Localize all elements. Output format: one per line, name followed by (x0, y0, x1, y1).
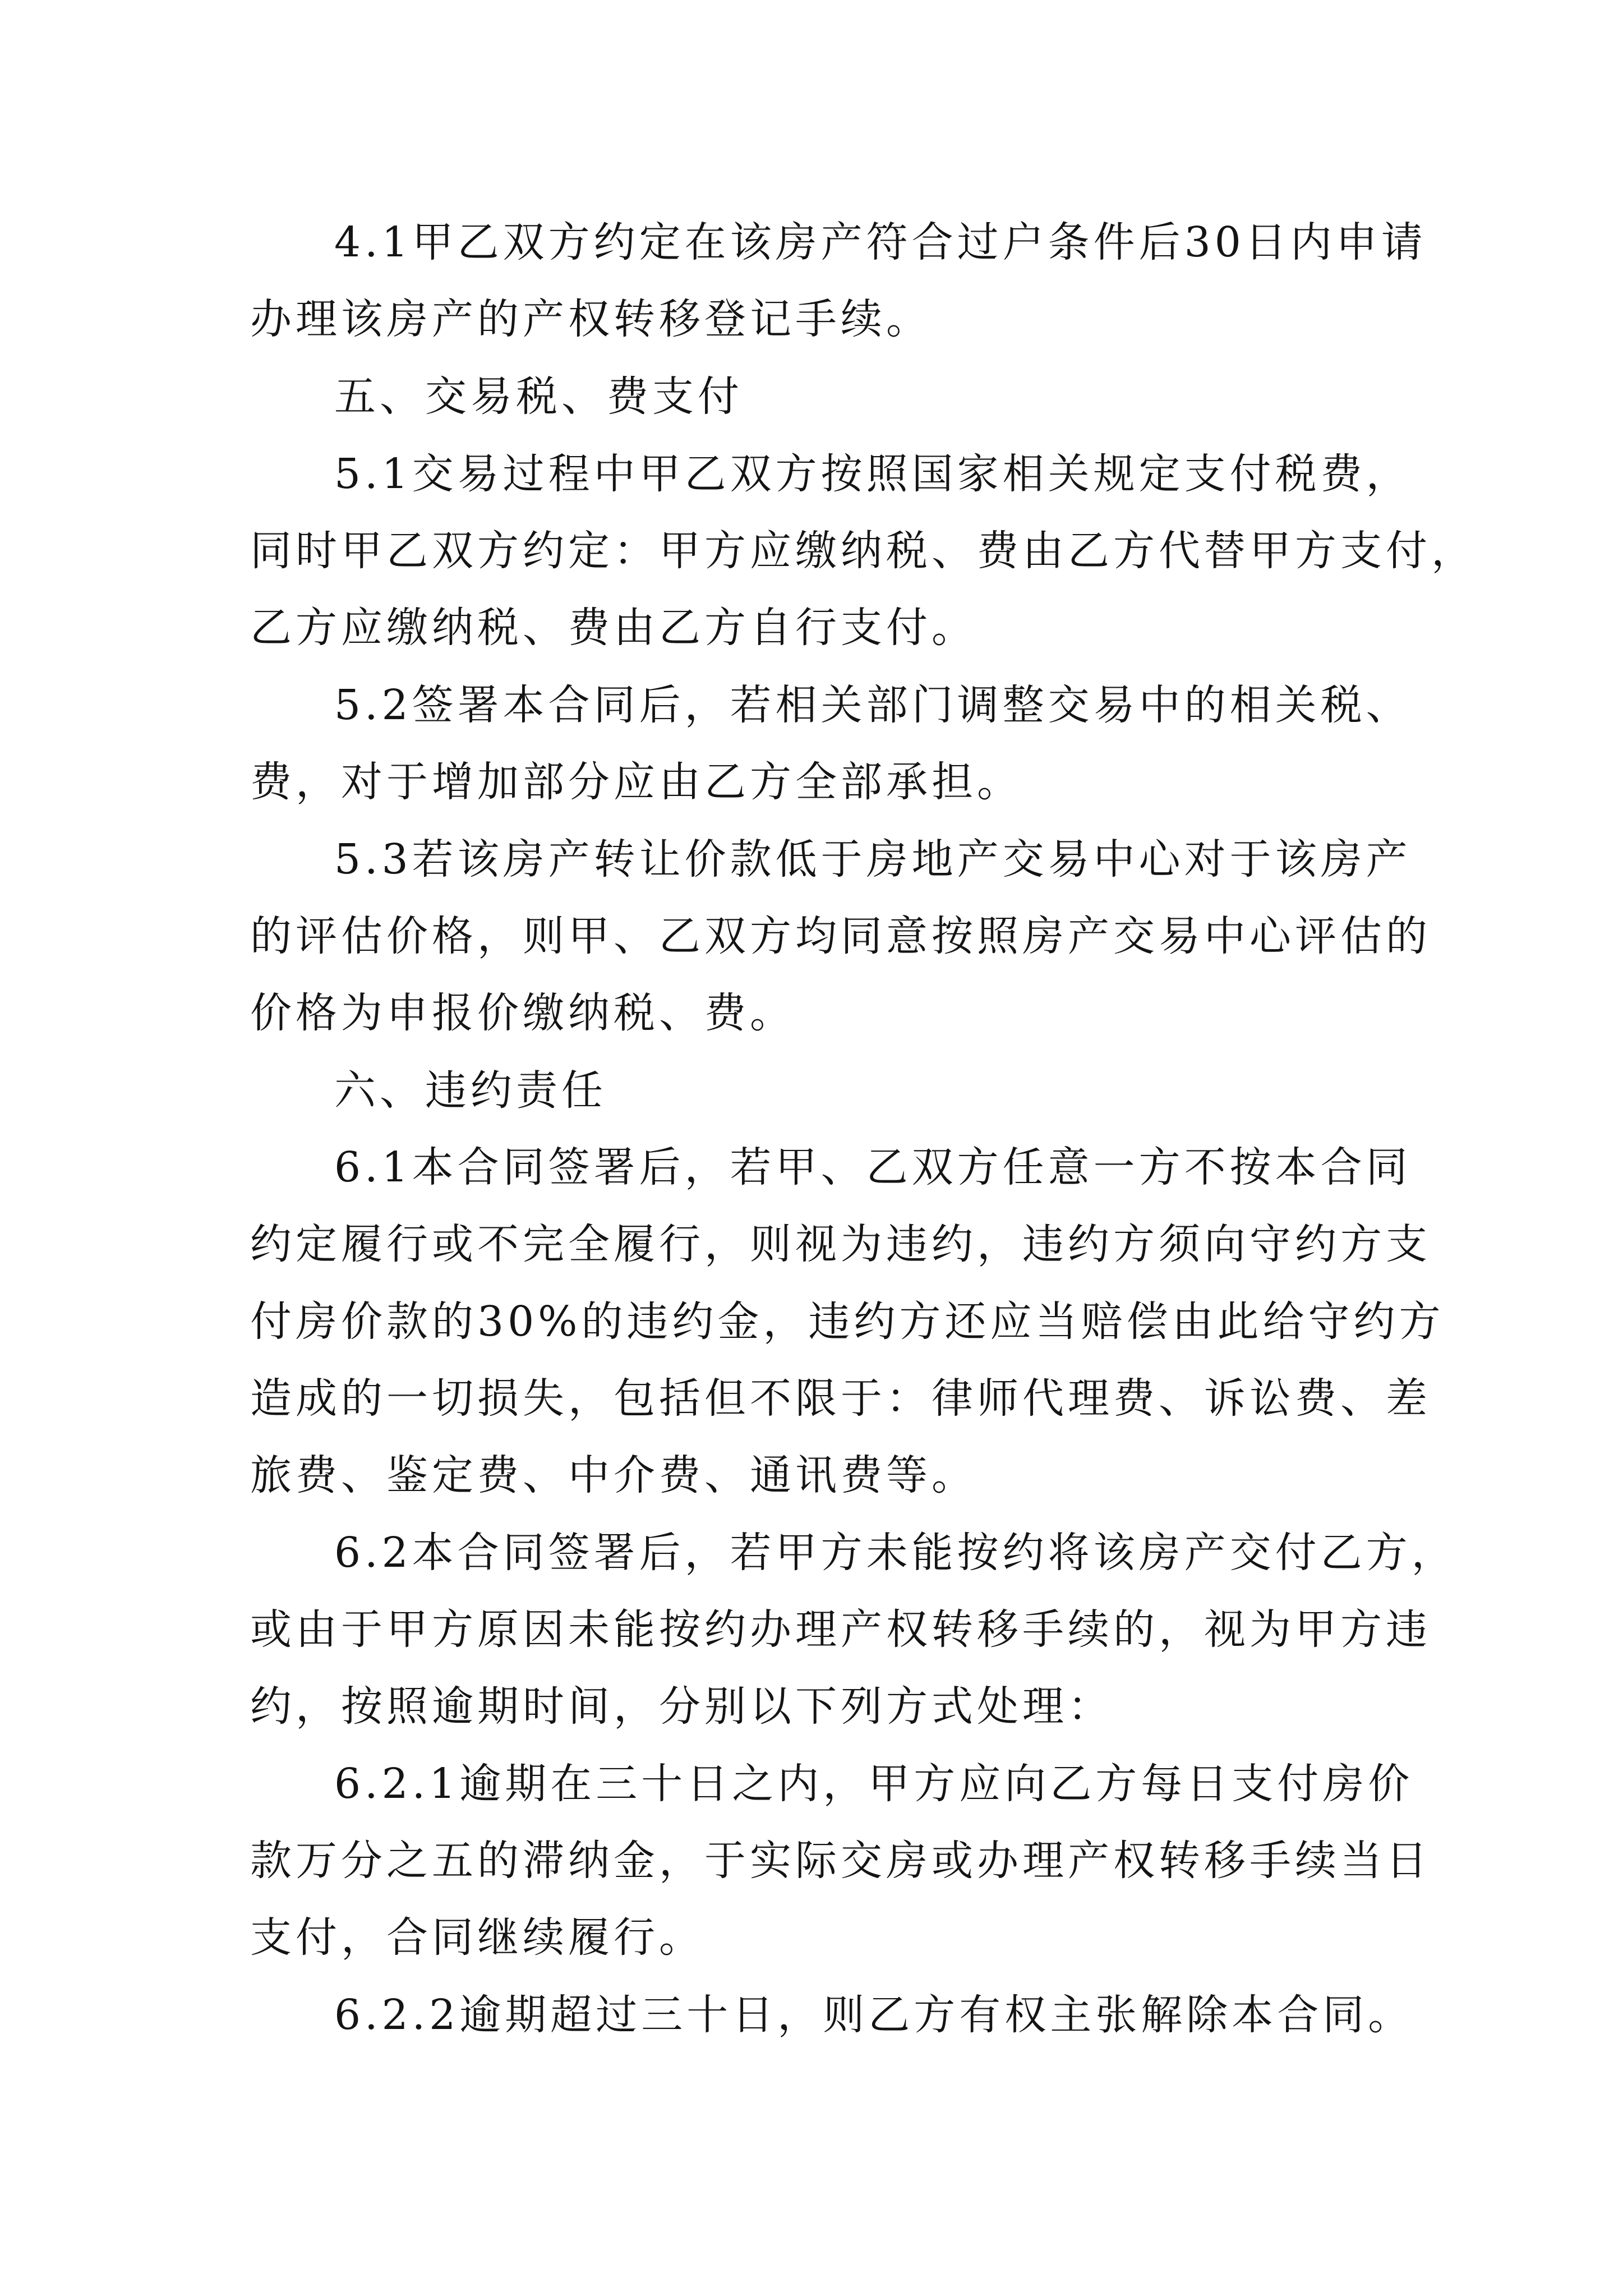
clause-6-2-1-line-1: 6.2.1逾期在三十日之内，甲方应向乙方每日支付房价 (334, 1760, 1414, 1808)
clause-6-1-line-4: 造成的一切损失，包括但不限于：律师代理费、诉讼费、差 (250, 1374, 1431, 1423)
clause-5-1-line-1: 5.1交易过程中甲乙双方按照国家相关规定支付税费， (334, 450, 1412, 498)
section-heading-5: 五、交易税、费支付 (334, 372, 743, 421)
clause-6-2-line-1: 6.2本合同签署后，若甲方未能按约将该房产交付乙方， (334, 1529, 1457, 1577)
clause-6-1-line-2: 约定履行或不完全履行，则视为违约，违约方须向守约方支 (250, 1220, 1431, 1268)
clause-6-1-line-5: 旅费、鉴定费、中介费、通讯费等。 (250, 1451, 977, 1499)
clause-6-2-line-2: 或由于甲方原因未能按约办理产权转移手续的，视为甲方违 (250, 1605, 1431, 1654)
section-heading-6: 六、违约责任 (334, 1066, 607, 1115)
clause-6-2-2-line-1: 6.2.2逾期超过三十日，则乙方有权主张解除本合同。 (334, 1991, 1414, 2039)
clause-6-1-line-1: 6.1本合同签署后，若甲、乙双方任意一方不按本合同 (334, 1143, 1412, 1191)
clause-6-2-line-3: 约，按照逾期时间，分别以下列方式处理： (250, 1682, 1113, 1731)
clause-5-3-line-3: 价格为申报价缴纳税、费。 (250, 989, 795, 1037)
clause-6-1-line-3: 付房价款的30%的违约金，违约方还应当赔偿由此给守约方 (250, 1297, 1445, 1346)
clause-5-2-line-1: 5.2签署本合同后，若相关部门调整交易中的相关税、 (334, 681, 1412, 729)
clause-5-2-line-2: 费，对于增加部分应由乙方全部承担。 (250, 758, 1022, 806)
clause-4-1-line-1: 4.1甲乙双方约定在该房产符合过户条件后30日内申请 (334, 218, 1427, 266)
clause-4-1-line-2: 办理该房产的产权转移登记手续。 (250, 295, 932, 343)
clause-5-1-line-3: 乙方应缴纳税、费由乙方自行支付。 (250, 604, 977, 652)
clause-6-2-1-line-3: 支付，合同继续履行。 (250, 1913, 704, 1962)
clause-5-3-line-2: 的评估价格，则甲、乙双方均同意按照房产交易中心评估的 (250, 912, 1431, 960)
clause-5-3-line-1: 5.3若该房产转让价款低于房地产交易中心对于该房产 (334, 835, 1412, 884)
clause-6-2-1-line-2: 款万分之五的滞纳金，于实际交房或办理产权转移手续当日 (250, 1837, 1431, 1885)
clause-5-1-line-2: 同时甲乙双方约定：甲方应缴纳税、费由乙方代替甲方支付， (250, 527, 1477, 575)
